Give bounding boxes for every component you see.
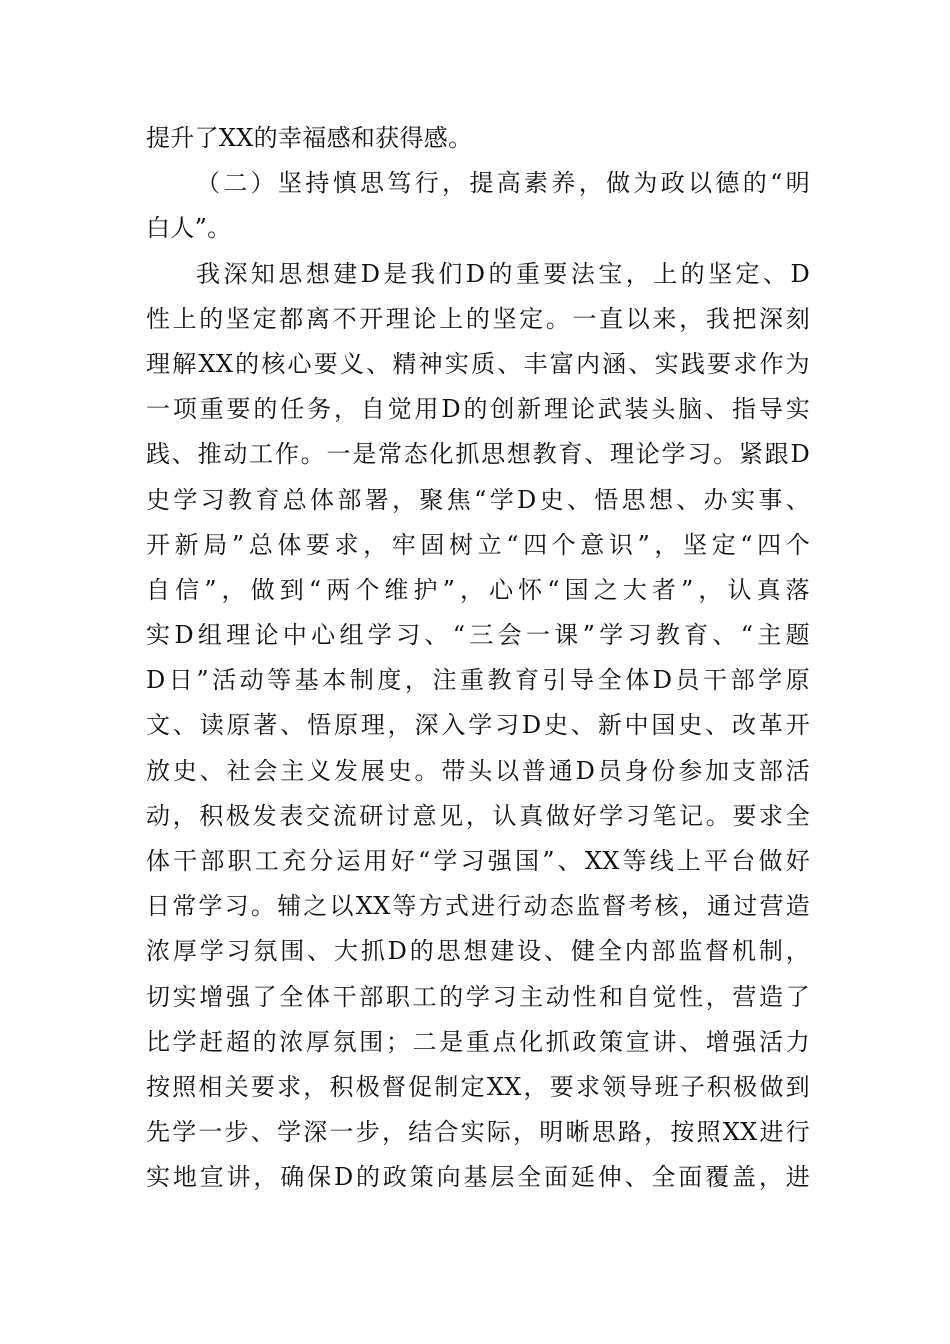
text-line: 践、推动工作。一是常态化抓思想教育、理论学习。紧跟D	[146, 440, 810, 469]
section-heading-line: 白人”。	[146, 214, 232, 243]
text-line: 一项重要的任务，自觉用D的创新理论武装头脑、指导实	[146, 395, 810, 424]
text-line: 提升了XX的幸福感和获得感。	[146, 124, 473, 152]
text-line: 实地宣讲，确保D的政策向基层全面延伸、全面覆盖，进	[146, 1163, 810, 1192]
text-line: 自信”，做到“两个维护”，心怀“国之大者”，认真落	[146, 575, 810, 604]
text-line: 先学一步、学深一步，结合实际，明晰思路，按照XX进行	[146, 1118, 810, 1147]
text-line: 日常学习。辅之以XX等方式进行动态监督考核，通过营造	[146, 892, 810, 921]
text-line: 文、读原著、悟原理，深入学习D史、新中国史、改革开	[146, 711, 810, 740]
text-line: 开新局”总体要求，牢固树立“四个意识”，坚定“四个	[146, 530, 810, 559]
text-line: 切实增强了全体干部职工的学习主动性和自觉性，营造了	[146, 982, 810, 1011]
text-line: 体干部职工充分运用好“学习强国”、XX等线上平台做好	[146, 847, 810, 875]
text-line: 放史、社会主义发展史。带头以普通D员身份参加支部活	[146, 756, 810, 785]
text-line: 实D组理论中心组学习、“三会一课”学习教育、“主题	[146, 621, 810, 650]
body-text	[146, 116, 810, 1201]
text-line: 浓厚学习氛围、大抓D的思想建设、健全内部监督机制，	[146, 937, 810, 966]
section-heading-line: （二）坚持慎思笃行，提高素养，做为政以德的“明	[196, 169, 810, 198]
text-line: 按照相关要求，积极督促制定XX，要求领导班子积极做到	[146, 1072, 810, 1101]
text-line: 比学赶超的浓厚氛围；二是重点化抓政策宣讲、增强活力	[146, 1027, 810, 1056]
text-line: 史学习教育总体部署，聚焦“学D史、悟思想、办实事、	[146, 485, 810, 514]
text-line: 动，积极发表交流研讨意见，认真做好学习笔记。要求全	[146, 801, 810, 830]
text-line: 我深知思想建D是我们D的重要法宝，上的坚定、D	[196, 259, 810, 288]
text-line: 性上的坚定都离不开理论上的坚定。一直以来，我把深刻	[146, 304, 810, 333]
text-line: D日”活动等基本制度，注重教育引导全体D员干部学原	[146, 666, 810, 695]
text-line: 理解XX的核心要义、精神实质、丰富内涵、实践要求作为	[146, 349, 810, 378]
